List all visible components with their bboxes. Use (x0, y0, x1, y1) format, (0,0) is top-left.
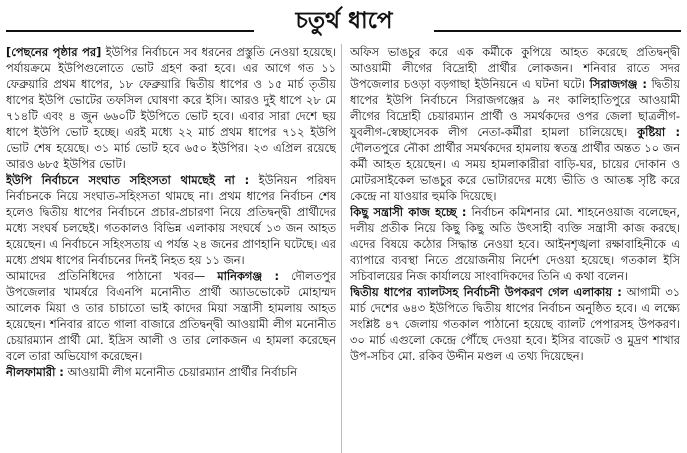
paragraph-text: অফিস ভাঙচুর করে এক কর্মীকে কুপিয়ে আহত করেছে প্রতিদ্বন্দ্বী আওয়ামী লীগের বিদ্রোহী প্রার্থীর লোকজন। শনিবার রাতে সদর উপজেলার চওড়া বড়গাছা ইউনিয়নে এ ঘটনা ঘটে। (350, 45, 680, 91)
dateline-sirajganj: সিরাজগঞ্জ : (589, 77, 647, 91)
dateline-nilphamari: নীলফামারী : (6, 365, 64, 379)
article-column-left (6, 44, 336, 453)
paragraph-text: নির্বাচন কমিশনার মো. শাহনেওয়াজ বলেছেন, দলীয় প্রতীক নিয়ে কিছু কিছু অতি উৎসাহী ব্যক্তি সন্ত্রাসী কাজ করছে। এদের বিষয়ে কঠোর সিদ্ধান্ত নেওয়া হবে। আইনশৃঙ্খলা রক্ষাবাহিনীকে এ ব্যাপারে ব্যবস্থা নিতে প্রয়োজনীয় নির্দেশ দেওয়া হয়েছে। গতকাল ইসি সচিবালয়ের নিজ কার্যালয়ে সাংবাদিকদের তিনি এ কথা বলেন। (350, 205, 680, 283)
paragraph-text: ইউনিয়ন পরিষদ নির্বাচনকে নিয়ে সংঘাত-সহিংসতা থামছে না। প্রথম ধাপের নির্বাচন শেষ হলেও দ্বিতীয় ধাপের নির্বাচনে প্রচার-প্রচারণা নিয়ে প্রতিদ্বন্দ্বী প্রার্থীদের মধ্যে সংঘর্ষ চলছেই। গতকালও বিভিন্ন এলাকায় সংঘর্ষে ১৩ জন আহত হয়েছেন। এ নির্বাচনে সহিংসতায় এ পর্যন্ত ২৪ জনের প্রাণহানি ঘটেছে। এর মধ্যে প্রথম ধাপের নির্বাচনের দিনই নিহত হয় ১১ জন। (6, 173, 336, 267)
subheading-violence: ইউপি নির্বাচনে সংঘাত সহিংসতা থামছেই না : (6, 173, 250, 187)
dateline-kushtia: কুষ্টিয়া : (637, 125, 680, 139)
subheading-ballot-materials: দ্বিতীয় ধাপের ব্যালটসহ নির্বাচনী উপকরণ গেল এলাকায় : (350, 285, 622, 299)
paragraph-continuation (6, 44, 336, 172)
paragraph-terror-acts (350, 204, 680, 284)
paragraph-ballot-materials (350, 284, 680, 364)
subheading-terror-acts: কিছু সন্ত্রাসী কাজ হচ্ছে : (350, 205, 467, 219)
page-header (0, 0, 687, 44)
article-column-right (350, 44, 680, 453)
header-rule-left (6, 30, 254, 32)
paragraph-regional-reports (350, 44, 680, 204)
continued-from-label: [পেছনের পৃষ্ঠার পর] (6, 45, 102, 59)
paragraph-text: দৌলতপুরে নৌকা প্রার্থীর সমর্থকদের হামলায় স্বতন্ত্র প্রার্থীর অন্তত ১০ জন কর্মী আহত হয়েছেন। এ সময় হামলাকারীরা বাড়ি-ঘর, চায়ের দোকান ও মোটরসাইকেল ভাঙচুর করে ভোটারদের মধ্যে ভীতি ও আতঙ্ক সৃষ্টি করে কেন্দ্রে না যাওয়ার হুমকি দিয়েছে। (350, 141, 680, 203)
paragraph-text: আগামী ৩১ মার্চ দেশের ৬৪৩ ইউপিতে দ্বিতীয় ধাপের নির্বাচন অনুষ্ঠিত হবে। এ লক্ষ্যে সংশ্লিষ্ট ৪৭ জেলায় গতকাল পাঠানো হয়েছে ব্যালট পেপারসহ উপকরণ। ৩০ মার্চ এগুলো কেন্দ্রে পৌঁছে দেওয়া হবে। ইসির বাজেট ও মুদ্রণ শাখার উপ-সচিব মো. রকিব উদ্দীন মণ্ডল এ তথ্য দিয়েছেন। (350, 285, 680, 363)
paragraph-text: আওয়ামী লীগ মনোনীত চেয়ারম্যান প্রার্থীর নির্বাচনি (63, 365, 298, 379)
paragraph-manikganj (6, 268, 336, 364)
paragraph-violence (6, 172, 336, 268)
column-divider (341, 44, 342, 453)
paragraph-text: দৌলতপুর উপজেলার খামর্ষরে বিএনপি মনোনীত প্রার্থী অ্যাডভোকেট মোহাম্মদ আলেক মিয়া ও তার চাচাতো ভাই কাদের মিয়া সন্ত্রাসী হামলায় আহত হয়েছেন। শনিবার রাতে গালা বাজারে প্রতিদ্বন্দ্বী আওয়ামী লীগ মনোনীত চেয়ারম্যান প্রার্থী মো. ইদ্রিস আলী ও তার লোকজন এ হামলা করেছেন বলে তারা অভিযোগ করেছেন। (6, 269, 336, 363)
paragraph-text: আমাদের প্রতিনিধিদের পাঠানো খবর— (6, 269, 218, 283)
dateline-manikganj: মানিকগঞ্জ : (217, 269, 280, 283)
paragraph-nilphamari (6, 364, 336, 380)
page-title: চতুর্থ ধাপে (295, 7, 393, 34)
paragraph-text: ইউপির নির্বাচনে সব ধরনের প্রস্তুতি নেওয়া হয়েছে। পর্যায়ক্রমে ইউপিগুলোতে ভোট গ্রহণ করা হবে। এর আগে গত ১১ ফেব্রুয়ারি প্রথম ধাপের, ১৮ ফেব্রুয়ারি দ্বিতীয় ধাপের ও ১৫ মার্চ তৃতীয় ধাপের ইউপি ভোটের তফসিল ঘোষণা করে ইসি। আরও দুই ধাপে ২৮ মে ৭১৪টি এবং ৪ জুন ৬৬০টি ইউপিতে ভোট হবে। এবার সারা দেশে ছয় ধাপে ইউপি ভোট হচ্ছে। এরই মধ্যে ২২ মার্চ প্রথম ধাপের ৭১২ ইউপি ভোট শেষ হয়েছে। ৩১ মার্চ ভোট হবে ৬৫০ ইউপির। ২৩ এপ্রিল রয়েছে আরও ৬৮৫ ইউপির ভোট। (6, 45, 336, 171)
paragraph-text: দ্বিতীয় ধাপের ইউপি নির্বাচনে সিরাজগঞ্জের ৯ নং কালিহাতিপুরে আওয়ামী লীগের বিদ্রোহী চেয়ারম্যান প্রার্থী ও সমর্থকদের ওপর জেলা ছাত্রলীগ-যুবলীগ-স্বেচ্ছাসেবক লীগ নেতা-কর্মীরা হামলা চালিয়েছে। (350, 77, 680, 139)
header-rule-right (434, 30, 681, 32)
